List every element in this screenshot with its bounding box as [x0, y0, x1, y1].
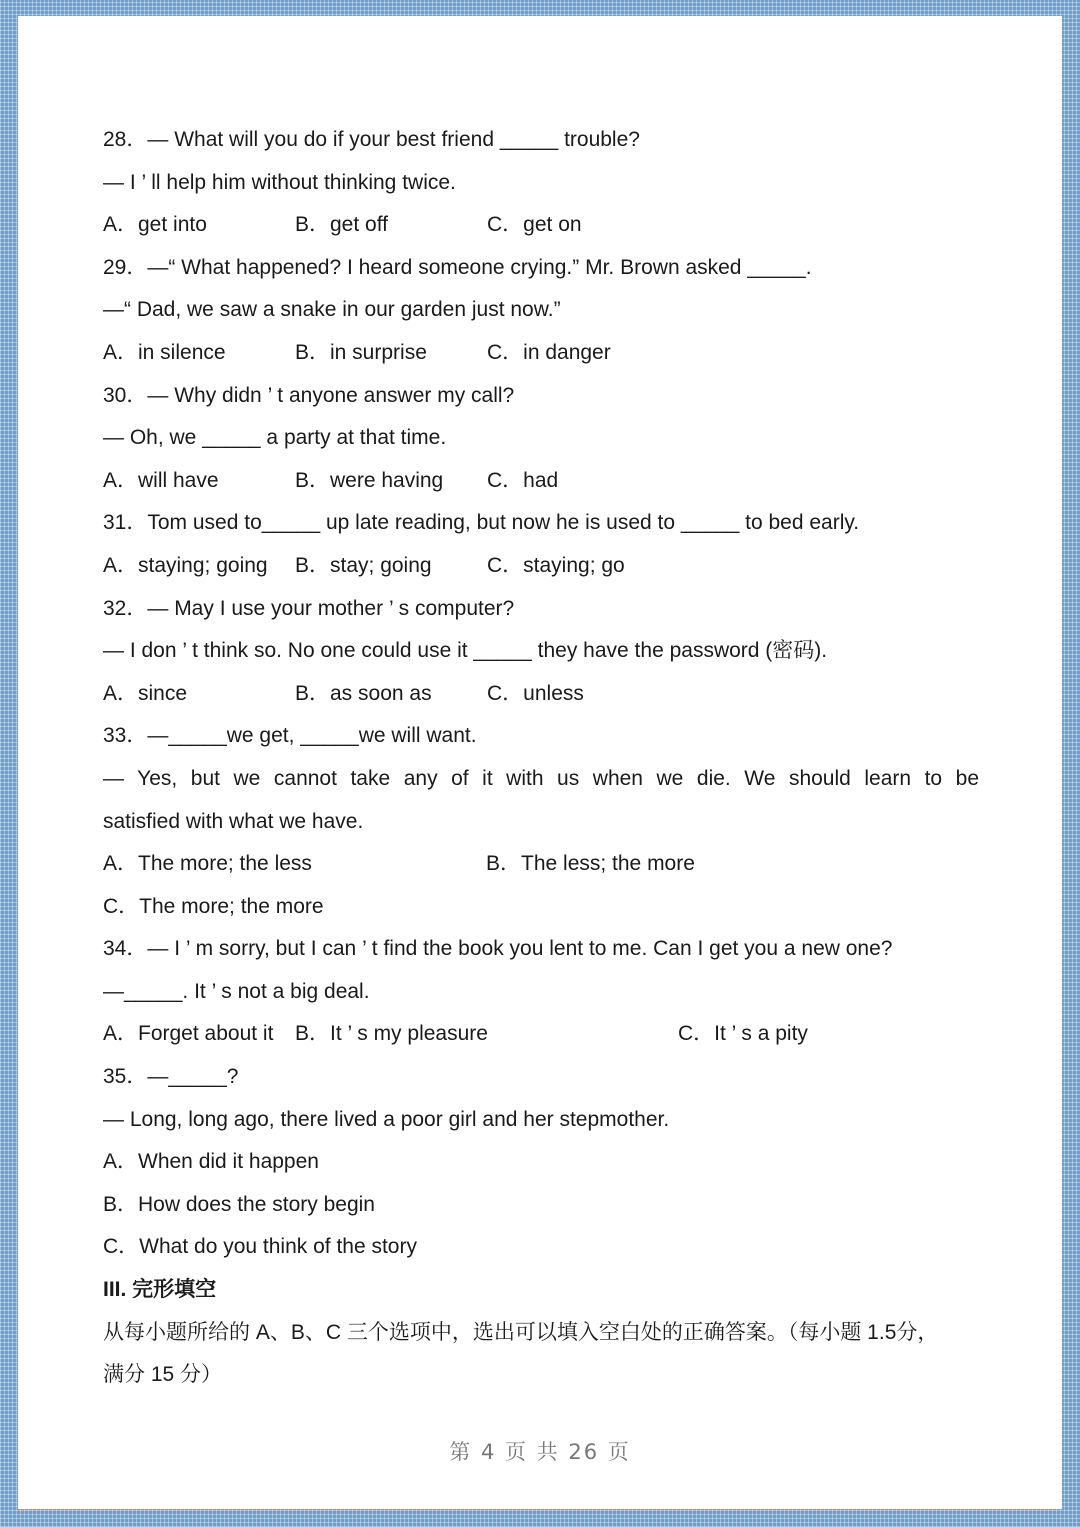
- option-b: B．were having: [295, 468, 444, 492]
- option-c: C．in danger: [487, 340, 611, 364]
- option-a: A．Forget about it: [103, 1022, 274, 1046]
- option-c: C．What do you think of the story: [103, 1235, 417, 1259]
- option-a: A．staying; going: [103, 553, 268, 577]
- question-30: 30．— Why didn ’ t anyone answer my call?: [103, 383, 515, 407]
- question-33: 33．—_____we get, _____we will want.: [103, 724, 477, 748]
- options-33-row-2: [103, 886, 979, 929]
- option-a: A．in silence: [103, 340, 226, 364]
- question-29: 29．—“ What happened? I heard someone crying.” Mr. Brown asked _____.: [103, 255, 812, 279]
- section-instruction-line-2: 满分 15 分）: [103, 1363, 223, 1387]
- option-b: B．in surprise: [295, 340, 427, 364]
- option-c: C．staying; go: [487, 553, 625, 577]
- option-b: B．stay; going: [295, 553, 432, 577]
- reply-30: — Oh, we _____ a party at that time.: [103, 426, 447, 450]
- options-30: [103, 460, 979, 503]
- option-b: B．get off: [295, 213, 389, 237]
- reply-28: — I ’ ll help him without thinking twice.: [103, 170, 456, 194]
- option-c: C．It ’ s a pity: [678, 1022, 808, 1046]
- option-c: C．had: [487, 468, 559, 492]
- question-32: 32．— May I use your mother ’ s computer?: [103, 596, 515, 620]
- reply-34: —_____. It ’ s not a big deal.: [103, 979, 370, 1003]
- options-34: [103, 1013, 979, 1056]
- reply-33-line-2: satisfied with what we have.: [103, 809, 364, 833]
- option-c: C．unless: [487, 681, 584, 705]
- document-page: [18, 16, 1062, 1509]
- option-c: C．get on: [487, 213, 582, 237]
- exam-content: [103, 119, 979, 1397]
- option-a: A．since: [103, 681, 188, 705]
- question-28: 28．— What will you do if your best friend _____ trouble?: [103, 128, 640, 151]
- option-b: B．How does the story begin: [103, 1192, 375, 1216]
- option-b: B．as soon as: [295, 681, 432, 705]
- question-31: 31．Tom used to_____ up late reading, but now he is used to _____ to bed early.: [103, 511, 860, 535]
- reply-33-line-1: — Yes, but we cannot take any of it with us when we die. We should learn to be: [103, 766, 979, 790]
- question-35: 35．—_____?: [103, 1065, 239, 1089]
- option-b: B．The less; the more: [486, 852, 695, 876]
- page-number: 第 4 页 共 26 页: [449, 1440, 631, 1464]
- reply-35: — Long, long ago, there lived a poor girl and her stepmother.: [103, 1107, 670, 1131]
- reply-32: — I don ’ t think so. No one could use it _____ they have the password (密码).: [103, 639, 828, 663]
- options-29: [103, 332, 979, 375]
- option-a: A．will have: [103, 468, 219, 492]
- options-28: [103, 204, 979, 247]
- option-a: A．The more; the less: [103, 852, 312, 876]
- option-a: A．get into: [103, 213, 207, 237]
- section-heading: III. 完形填空: [103, 1278, 217, 1302]
- option-b: B．It ’ s my pleasure: [295, 1022, 488, 1046]
- option-a: A．When did it happen: [103, 1150, 319, 1174]
- options-33-row-1: [103, 843, 979, 886]
- option-c: C．The more; the more: [103, 894, 324, 918]
- reply-29: —“ Dad, we saw a snake in our garden just now.”: [103, 298, 561, 322]
- options-31: [103, 545, 979, 588]
- question-34: 34．— I ’ m sorry, but I can ’ t find the book you lent to me. Can I get you a new one?: [103, 937, 893, 961]
- section-instruction-line-1: 从每小题所给的 A、B、C 三个选项中，选出可以填入空白处的正确答案。（每小题 1.5分，: [103, 1320, 939, 1344]
- options-32: [103, 673, 979, 716]
